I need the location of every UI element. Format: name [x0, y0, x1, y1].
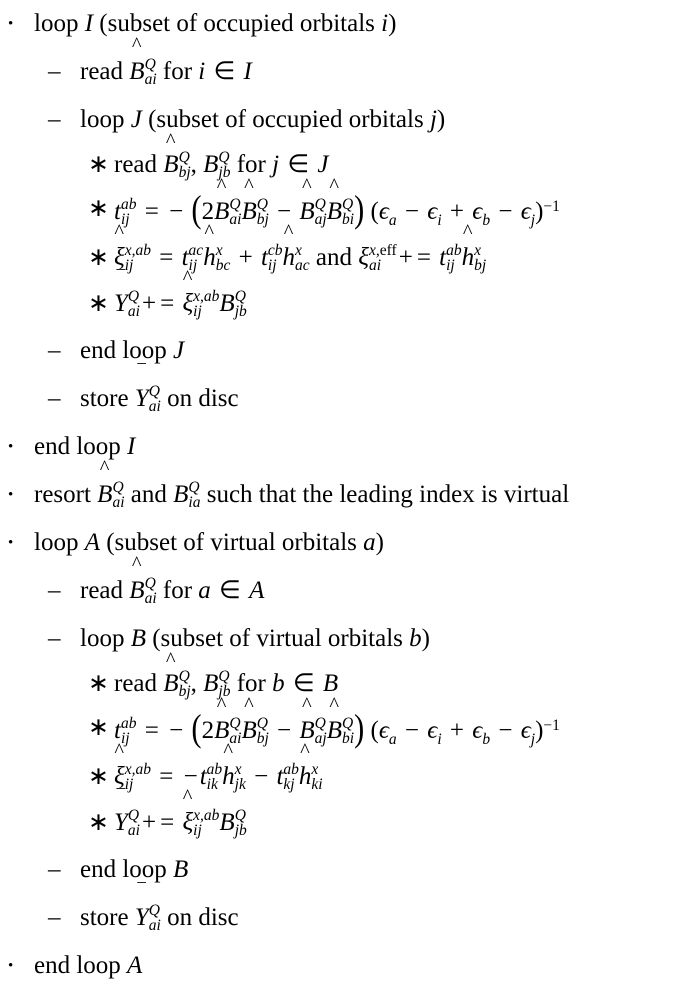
bullet-marker: •: [8, 439, 14, 455]
amplitude-t-ij-ab-2-text: t ab ij = − (2 ^ B Q ai ^ B Q bj − ^ B Q aj ^ B Q bi ) $(\epsilon_a - \epsilon_i + \epsilon_b - \epsilon_j)^{-1}$: [114, 694, 560, 750]
store-Ybar-virt-text: store ‾ Y Q ai on disc: [80, 879, 239, 934]
loop-A-text: loop A (subset of virtual orbitals a): [34, 529, 384, 556]
list-item-loop-I: [0, 0, 700, 48]
end-loop-I-text: end loop I: [34, 433, 136, 460]
amplitude-t-ij-ab-text: t ab ij = − (2 ^ B Q ai ^ B Q bj − ^ B Q aj ^ B Q bi ) $(\epsilon_a - \epsilon_i + \epsilon_b - \epsilon_j)^{-1}$: [114, 175, 560, 231]
list-item-loop-B: [40, 615, 700, 663]
xi-x-ab-and-xi-eff-text: ^ ξ x,ab ij = t ac ij ^ h x bc + t cb ij ^ h x ac and ξ x,eff ai + = t ab ij ^ h x bj: [114, 221, 487, 274]
loop-B-body: [0, 649, 700, 846]
asterisk-marker: ∗: [88, 714, 109, 741]
list-item-Ybar-accumulate-virt: [80, 785, 700, 846]
asterisk-marker: ∗: [88, 809, 109, 836]
asterisk-marker: ∗: [88, 244, 109, 271]
read-B-ai-A-text: read ^ B Q ai for a ∈ A: [80, 553, 265, 607]
bullet-marker: •: [8, 958, 14, 974]
list-item-store-Ybar-occ: [40, 360, 700, 423]
asterisk-marker: ∗: [88, 763, 109, 790]
Ybar-accumulate-virt-text: ‾ Y Q ai + = ^ ξ x,ab ij B Q jb: [114, 785, 247, 839]
asterisk-marker: ∗: [88, 290, 109, 317]
resort-text: resort ^ B Q ai and B Q ia such that the leading index is virtual: [34, 457, 570, 511]
loop-J-body: [0, 130, 700, 327]
list-item-store-Ybar-virt: [40, 879, 700, 942]
list-item-xi-x-ab-virtual: [80, 740, 700, 800]
list-item-read-B-ai-A: [40, 553, 700, 615]
dash-marker: –: [48, 58, 61, 85]
loop-B-text: loop B (subset of virtual orbitals b): [80, 625, 430, 652]
list-item-amplitude-t-ij-ab: [80, 175, 700, 235]
bullet-marker: •: [8, 16, 14, 32]
asterisk-marker: ∗: [88, 670, 109, 697]
Ybar-accumulate-occ-text: ‾ Y Q ai + = ^ ξ x,ab ij B Q jb: [114, 266, 247, 320]
dash-marker: –: [48, 385, 61, 412]
list-item-loop-J: [40, 96, 700, 144]
bullet-marker: •: [8, 487, 14, 503]
dash-marker: –: [48, 577, 61, 604]
loop-I-text: loop I (subset of occupied orbitals i): [34, 10, 397, 37]
end-loop-A-text: end loop A: [34, 952, 143, 979]
dash-marker: –: [48, 904, 61, 931]
loop-J-text: loop J (subset of occupied orbitals j): [80, 106, 446, 133]
end-loop-B-text: end loop B: [80, 856, 189, 883]
read-B-bj-B-jb-B-text: read ^ B Q bj , B Q jb for b ∈ B: [114, 649, 339, 700]
list-item-amplitude-t-ij-ab-2: [80, 694, 700, 754]
bullet-marker: •: [8, 535, 14, 551]
asterisk-marker: ∗: [88, 195, 109, 222]
asterisk-marker: ∗: [88, 151, 109, 178]
dash-marker: –: [48, 856, 61, 883]
store-Ybar-occ-text: store ‾ Y Q ai on disc: [80, 360, 239, 415]
xi-x-ab-virtual-text: ^ ξ x,ab ij = −t ab ik ^ h x jk − t ab kj ^ h x ki: [114, 740, 323, 793]
read-B-bj-B-jb-J-text: read ^ B Q bj , B Q jb for j ∈ J: [114, 130, 329, 181]
list-item-end-loop-A: [0, 942, 700, 990]
dash-marker: –: [48, 106, 61, 133]
loop-A-body: [0, 553, 700, 942]
end-loop-J-text: end loop J: [80, 337, 185, 364]
list-item-Ybar-accumulate-occ: [80, 266, 700, 327]
list-item-read-B-bj-B-jb-B: [80, 649, 700, 705]
loop-I-body: [0, 34, 700, 423]
read-B-ai-I-text: read ^ B Q ai for i ∈ I: [80, 34, 252, 88]
list-item-read-B-bj-B-jb-J: [80, 130, 700, 186]
dash-marker: –: [48, 337, 61, 364]
list-item-loop-A: [0, 519, 700, 567]
list-item-resort: [0, 457, 700, 519]
list-item-read-B-ai-I: [40, 34, 700, 96]
dash-marker: –: [48, 625, 61, 652]
list-item-xi-x-ab-and-xi-eff: [80, 221, 700, 281]
